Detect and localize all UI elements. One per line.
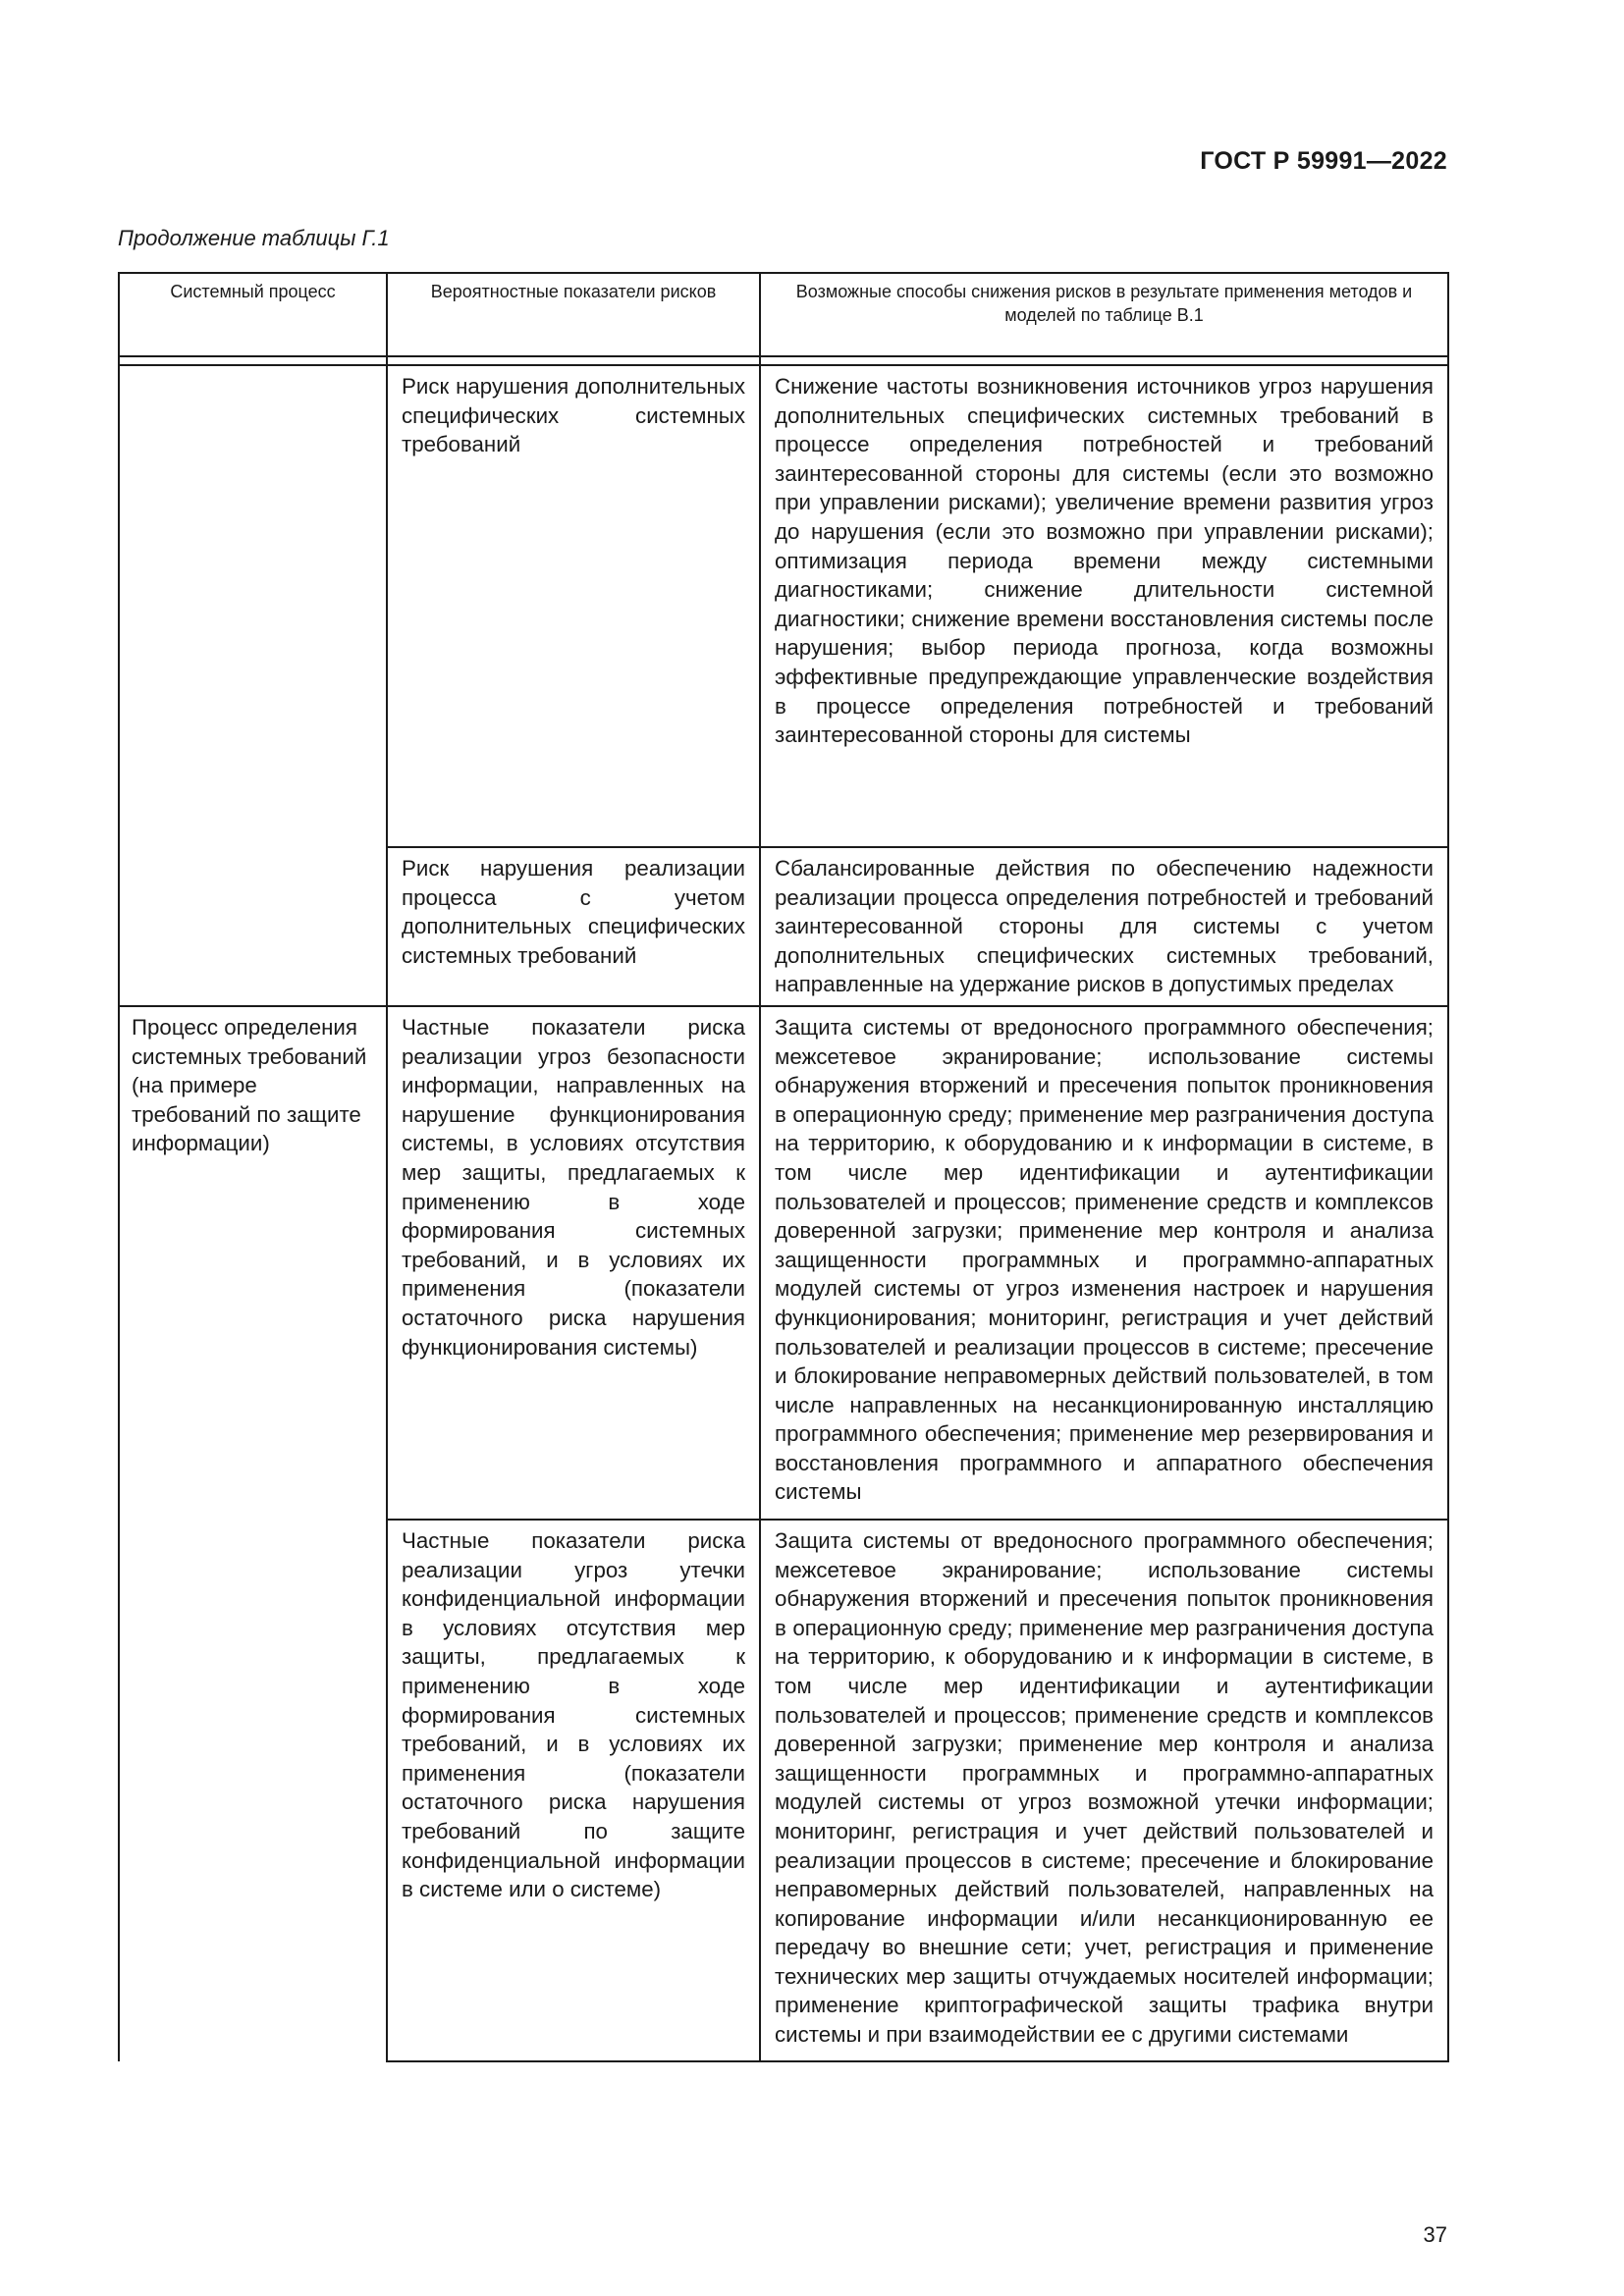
indicator-cell: Риск нарушения реализации процесса с учетом дополнительных специфических системных требований <box>387 847 760 1006</box>
table-row <box>119 365 1448 847</box>
table-caption: Продолжение таблицы Г.1 <box>118 226 390 250</box>
methods-cell: Снижение частоты возникновения источников угроз нарушения дополнительных специфических системных требований в процессе определения потребностей и требований заинтересованной стороны для системы (если это возможно при управлении рисками); увеличение времени развития угроз до нарушения (если это возможно при управлении рисками); оптимизация периода времени между системными диагностиками; снижение длительности системной диагностики; снижение времени восстановления системы после нарушения; выбор периода прогноза, когда возможны эффективные предупреждающие управленческие воздействия в процессе определения потребностей и требований заинтересованной стороны для системы <box>760 365 1448 847</box>
column-header-indicators: Вероятностные показатели рисков <box>387 273 760 356</box>
process-cell: Процесс определения системных требований (на примере требований по защите информации) <box>119 1006 387 2061</box>
methods-cell: Сбалансированные действия по обеспечению надежности реализации процесса определения потребностей и требований заинтересованной стороны для системы с учетом дополнительных специфических системных требований, направленные на удержание рисков в допустимых пределах <box>760 847 1448 1006</box>
process-cell <box>119 365 387 1006</box>
methods-cell: Защита системы от вредоносного программного обеспечения; межсетевое экранирование; использование системы обнаружения вторжений и пресечения попыток проникновения в операционную среду; применение мер разграничения доступа на территорию, к оборудованию и к информации в системе, в том числе мер идентификации и аутентификации пользователей и процессов; применение средств и комплексов доверенной загрузки; применение мер контроля и анализа защищенности программных и программно-аппаратных модулей системы от угроз возможной утечки информации; мониторинг, регистрация и учет действий пользователей и реализации процессов в системе; пресечение и блокирование неправомерных действий пользователей, направленных на копирование информации и/или несанкционированную ее передачу во внешние сети; учет, регистрация и применение технических мер защиты отчуждаемых носителей информации; применение криптографической защиты трафика внутри системы и при взаимодействии ее с другими системами <box>760 1520 1448 2061</box>
page-number: 37 <box>1423 2222 1447 2247</box>
header-gap <box>119 356 1448 365</box>
indicator-cell: Риск нарушения дополнительных специфических системных требований <box>387 365 760 847</box>
column-header-methods: Возможные способы снижения рисков в результате применения методов и моделей по таблице В.1 <box>760 273 1448 356</box>
column-header-process: Системный процесс <box>119 273 387 356</box>
document-code: ГОСТ Р 59991—2022 <box>1200 147 1447 175</box>
table-header-row <box>119 273 1448 356</box>
risk-table <box>118 272 1449 2062</box>
indicator-cell: Частные показатели риска реализации угроз безопасности информации, направленных на нарушение функционирования системы, в условиях отсутствия мер защиты, предлагаемых к применению в ходе формирования системных требований, и в условиях их применения (показатели остаточного риска нарушения функционирования системы) <box>387 1006 760 1520</box>
table-row <box>119 1006 1448 1520</box>
methods-cell: Защита системы от вредоносного программного обеспечения; межсетевое экранирование; использование системы обнаружения вторжений и пресечения попыток проникновения в операционную среду; применение мер разграничения доступа на территорию, к оборудованию и к информации в системе, в том числе мер идентификации и аутентификации пользователей и процессов; применение средств и комплексов доверенной загрузки; применение мер контроля и анализа защищенности программных и программно-аппаратных модулей системы от угроз изменения настроек и нарушения функционирования; мониторинг, регистрация и учет действий пользователей и реализации процессов в системе; пресечение и блокирование неправомерных действий пользователей, в том числе направленных на несанкционированную инсталляцию программного обеспечения; применение мер резервирования и восстановления программного и аппаратного обеспечения системы <box>760 1006 1448 1520</box>
indicator-cell: Частные показатели риска реализации угроз утечки конфиденциальной информации в условиях отсутствия мер защиты, предлагаемых к применению в ходе формирования системных требований, и в условиях их применения (показатели остаточного риска нарушения требований по защите конфиденциальной информации в системе или о системе) <box>387 1520 760 2061</box>
